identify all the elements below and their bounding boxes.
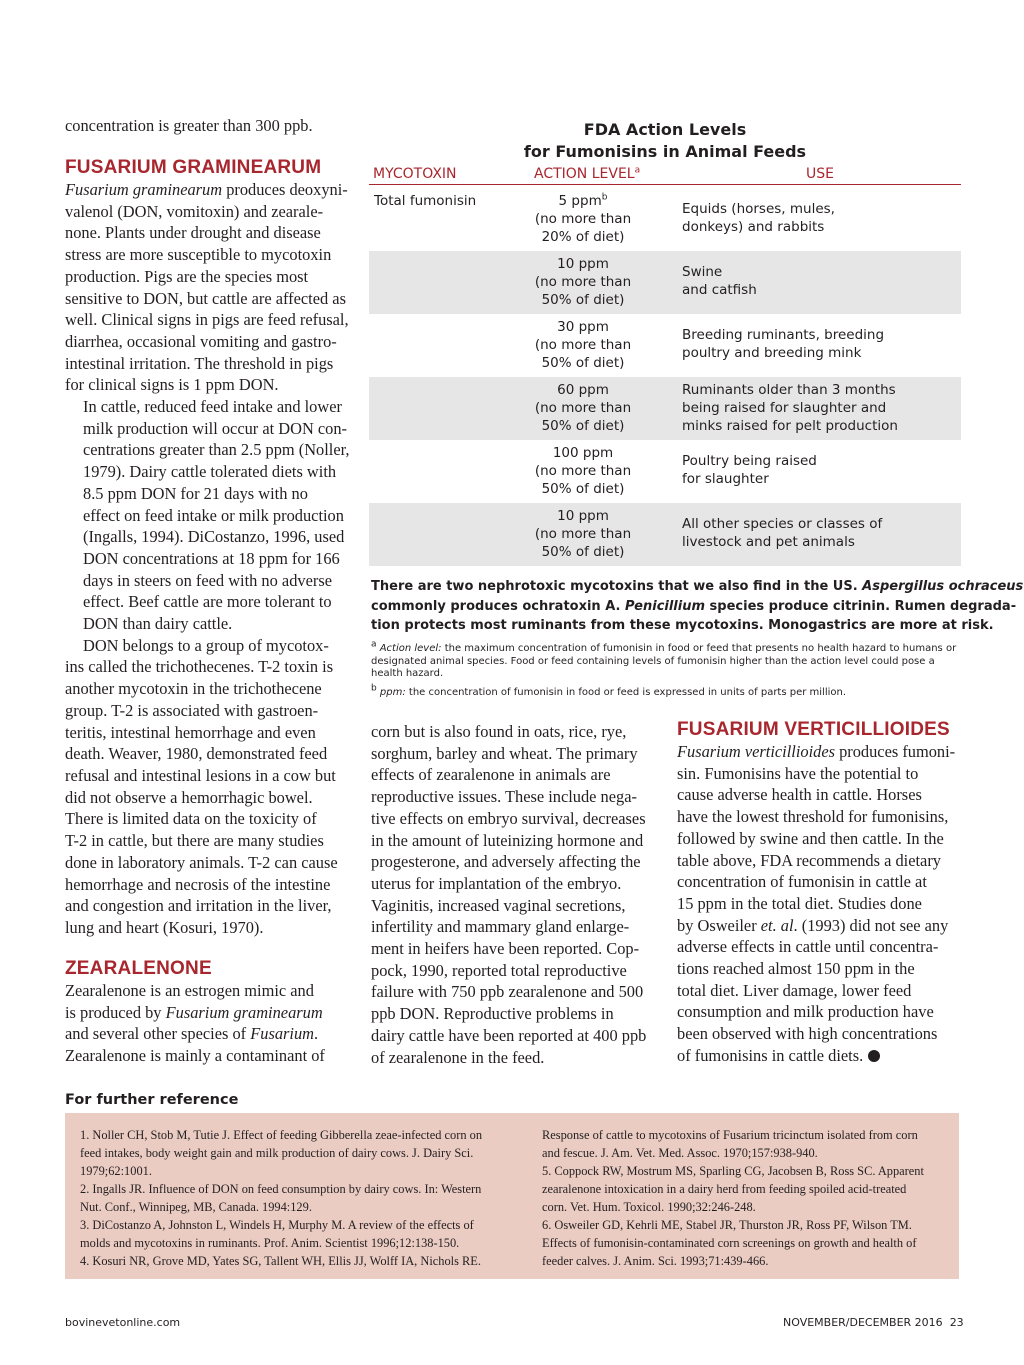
use-line: Poultry being raised: [682, 453, 817, 469]
table-row: [369, 377, 961, 440]
footer-page-number: 23: [949, 1316, 964, 1329]
table-row: [369, 314, 961, 377]
text-line: effects of zearalenone in animals are: [371, 765, 611, 785]
text-line: teritis, intestinal hemorrhage and even: [65, 722, 316, 742]
middle-column-body: [371, 721, 661, 1068]
text-line: group. T-2 is associated with gastroen-: [65, 700, 319, 720]
text-line: followed by swine and then cattle. In the: [677, 828, 944, 848]
fg-paragraph-1: [65, 179, 365, 396]
text-line: 6. Osweiler GD, Kehrli ME, Stabel JR, Thurston JR, Ross PF, Wilson TM.: [542, 1218, 912, 1232]
references-column-1: [80, 1126, 510, 1270]
action-level-sup: a: [634, 165, 641, 176]
text-line: for clinical signs is 1 ppm DON.: [65, 375, 279, 395]
table-header-action-level: [534, 166, 640, 182]
text-line: ins called the trichothecenes. T-2 toxin is: [65, 657, 334, 677]
table-title: [369, 119, 961, 163]
text-line: There are two nephrotoxic mycotoxins that we also find in the US. Aspergillus ochraceus: [371, 579, 1024, 594]
text-line: tions reached almost 150 ppm in the: [677, 959, 915, 979]
action-level-note: (no more than: [534, 400, 632, 416]
text-line: effect. Beef cattle are more tolerant to: [83, 592, 332, 612]
text-line: and congestion and irritation in the liver,: [65, 896, 332, 916]
action-level-cell: [529, 192, 637, 246]
text-line: centrations greater than 2.5 ppm (Noller,: [83, 440, 350, 460]
text-line: Fusarium graminearum produces deoxyni-: [65, 180, 348, 199]
action-level-note: (no more than: [534, 337, 632, 353]
table-note: [371, 577, 1024, 636]
text-line: total diet. Liver damage, lower feed: [677, 980, 912, 1000]
action-level-cell: [529, 255, 637, 309]
heading-fusarium-graminearum: FUSARIUM GRAMINEARUM: [65, 157, 322, 178]
table-row: [369, 440, 961, 503]
text-line: 5. Coppock RW, Mostrum MS, Sparling CG, Jacobsen B, Ross SC. Apparent: [542, 1164, 924, 1178]
action-level-note: (no more than: [534, 526, 632, 542]
action-level-note: (no more than: [534, 211, 632, 227]
use-cell: [682, 263, 957, 299]
text-line: and fescue. J. Am. Vet. Med. Assoc. 1970;157:938-940.: [542, 1146, 818, 1160]
text-line: milk production will occur at DON con-: [83, 418, 348, 438]
text-line: none. Plants under drought and disease: [65, 223, 321, 243]
text-line: by Osweiler et. al. (1993) did not see any: [677, 915, 949, 935]
zearalenone-paragraph: [65, 980, 365, 1067]
use-line: Equids (horses, mules,: [682, 201, 835, 217]
text-line: adverse effects in cattle until concentra-: [677, 937, 939, 957]
table-row: [369, 251, 961, 314]
footnote-b: $^b$ ppm: the concentration of fumonisin in food or feed is expressed in units of parts per million.: [371, 683, 847, 698]
use-line: and catfish: [682, 282, 757, 298]
footer-website[interactable]: bovinevetonline.com: [65, 1316, 181, 1329]
use-line: Swine: [682, 264, 723, 280]
action-level-cell: [529, 318, 637, 372]
action-level-value: 30 ppm: [557, 319, 609, 335]
action-level-cell: [529, 507, 637, 561]
text-line: and several other species of Fusarium.: [65, 1024, 319, 1044]
text-line: uterus for implantation of the embryo.: [371, 873, 622, 893]
text-line: feed intakes, body weight gain and milk production of dairy cows. J. Dairy Sci.: [80, 1146, 474, 1160]
text-line: done in laboratory animals. T-2 can cause: [65, 852, 338, 872]
action-level-note: 50% of diet): [541, 292, 625, 308]
text-line: molds and mycotoxins in ruminants. Prof. Anim. Scientist 1996;12:138-150.: [80, 1236, 460, 1250]
table-mycotoxin-name: Total fumonisin: [374, 193, 477, 209]
text-line: tive effects on embryo survival, decreases: [371, 808, 646, 828]
text-line: concentration of fumonisin in cattle at: [677, 872, 927, 892]
text-line: ment in heifers have been reported. Cop-: [371, 939, 640, 959]
text-line: progesterone, and adversely affecting the: [371, 852, 641, 872]
text-line: stress are more susceptible to mycotoxin: [65, 245, 332, 265]
action-level-value-sup: b: [601, 192, 608, 203]
text-line: There is limited data on the toxicity of: [65, 809, 317, 829]
text-line: tion protects most ruminants from these mycotoxins. Monogastrics are more at risk.: [371, 618, 994, 633]
text-line: 8.5 ppm DON for 21 days with no: [83, 483, 308, 503]
left-column-body: [65, 179, 365, 939]
text-line: 3. DiCostanzo A, Johnston L, Windels H, Murphy M. A review of the effects of: [80, 1218, 474, 1232]
references-box: [65, 1113, 959, 1279]
text-line: of fumonisins in cattle diets.: [677, 1045, 967, 1067]
use-cell: [682, 326, 957, 362]
table-row: [369, 188, 961, 251]
text-line: table above, FDA recommends a dietary: [677, 850, 941, 870]
text-line: T-2 in cattle, but there are many studies: [65, 831, 324, 851]
text-line: 1. Noller CH, Stob M, Tutie J. Effect of feeding Gibberella zeae-infected corn on: [80, 1128, 483, 1142]
text-line: DON than dairy cattle.: [83, 614, 233, 634]
text-line: been observed with high concentrations: [677, 1024, 938, 1044]
use-line: being raised for slaughter and: [682, 400, 887, 416]
text-line: Zearalenone is mainly a contaminant of: [65, 1046, 325, 1066]
text-line: Response of cattle to mycotoxins of Fusarium tricinctum isolated from corn: [542, 1128, 918, 1142]
table-header-use: USE: [806, 166, 834, 182]
action-level-label: ACTION LEVEL: [534, 166, 635, 182]
text-line: Nut. Conf., Winnipeg, MB, Canada. 1994:129.: [80, 1200, 312, 1214]
text-line: diarrhea, occasional vomiting and gastro-: [65, 331, 337, 351]
table-header-mycotoxin: MYCOTOXIN: [373, 166, 457, 182]
use-line: Breeding ruminants, breeding: [682, 327, 885, 343]
text-line: dairy cattle have been reported at 400 ppb: [371, 1025, 647, 1045]
use-line: donkeys) and rabbits: [682, 219, 825, 235]
footer-issue-date: NOVEMBER/DECEMBER 2016: [783, 1316, 943, 1329]
use-cell: [682, 515, 957, 551]
action-level-note: 20% of diet): [541, 229, 625, 245]
text-line: DON belongs to a group of mycotox-: [83, 635, 329, 655]
references-title: For further reference: [65, 1092, 239, 1108]
use-cell: [682, 200, 957, 236]
text-line: (Ingalls, 1994). DiCostanzo, 1996, used: [83, 527, 345, 547]
text-line: consumption and milk production have: [677, 1002, 934, 1022]
text-line: intestinal irritation. The threshold in pigs: [65, 353, 334, 373]
text-line: DON concentrations at 18 ppm for 166: [83, 548, 340, 568]
heading-zearalenone: ZEARALENONE: [65, 958, 212, 979]
use-cell: [682, 452, 957, 488]
text-line: hemorrhage and necrosis of the intestine: [65, 874, 331, 894]
table-title-line-2: for Fumonisins in Animal Feeds: [523, 142, 807, 161]
text-line: failure with 750 ppb zearalenone and 500: [371, 982, 644, 1002]
text-line: pock, 1990, reported total reproductive: [371, 960, 627, 980]
bovine-vet-end-icon: [868, 1050, 880, 1062]
use-line: livestock and pet animals: [682, 534, 855, 550]
action-level-note: 50% of diet): [541, 355, 625, 371]
text-line: have the lowest threshold for fumonisins,: [677, 807, 949, 827]
use-line: All other species or classes of: [682, 516, 883, 532]
action-level-value: 100 ppm: [552, 445, 614, 461]
text-line: death. Weaver, 1980, demonstrated feed: [65, 744, 328, 764]
use-cell: [682, 381, 957, 435]
use-line: minks raised for pelt production: [682, 418, 898, 434]
right-column-body: [677, 741, 967, 1067]
action-level-note: (no more than: [534, 274, 632, 290]
text-line: of zearalenone in the feed.: [371, 1047, 545, 1067]
text-line: sensitive to DON, but cattle are affected as: [65, 288, 346, 308]
text-line: 1979;62:1001.: [80, 1164, 152, 1178]
text-line: refusal and intestinal lesions in a cow but: [65, 765, 336, 785]
fg-paragraph-2: [65, 396, 365, 635]
table-row: [369, 503, 961, 566]
footer-issue: [783, 1316, 964, 1329]
heading-fusarium-verticillioides: FUSARIUM VERTICILLIOIDES: [677, 719, 950, 740]
text-line: another mycotoxin in the trichothecene: [65, 679, 322, 699]
text-line: Effects of fumonisin-contaminated corn screenings on growth and health of: [542, 1236, 917, 1250]
text-line: sin. Fumonisins have the potential to: [677, 763, 919, 783]
text-line: infertility and mammary gland enlarge-: [371, 917, 630, 937]
footnote-a: $^a$ Action level: the maximum concentration of fumonisin in food or feed that presents no health hazard to humans or designated animal species. Food or feed containing levels of fumonisin higher than the action level could pose a health hazard.: [371, 639, 957, 679]
text-line: valenol (DON, vomitoxin) and zearale-: [65, 201, 324, 221]
text-line: commonly produces ochratoxin A. Penicillium species produce citrinin. Rumen degrada-: [371, 598, 1017, 614]
text-line: 1979). Dairy cattle tolerated diets with: [83, 462, 337, 482]
action-level-note: (no more than: [534, 463, 632, 479]
text-line: zearalenone intoxication in a dairy herd from feeding spoiled acid-treated: [542, 1182, 907, 1196]
text-line: 2. Ingalls JR. Influence of DON on feed consumption by dairy cows. In: Western: [80, 1182, 482, 1196]
action-level-cell: [529, 381, 637, 435]
use-line: poultry and breeding mink: [682, 345, 862, 361]
text-line: corn but is also found in oats, rice, rye,: [371, 722, 627, 741]
action-level-note: 50% of diet): [541, 418, 625, 434]
text-line: well. Clinical signs in pigs are feed refusal,: [65, 310, 349, 330]
fg-paragraph-3: [65, 635, 365, 939]
table-header-rule: [369, 184, 961, 185]
text-line: corn. Vet. Hum. Toxicol. 1990;32:246-248.: [542, 1200, 756, 1214]
use-line: for slaughter: [682, 471, 769, 487]
text-line: lung and heart (Kosuri, 1970).: [65, 917, 264, 937]
action-level-note: 50% of diet): [541, 481, 625, 497]
text-line: production. Pigs are the species most: [65, 266, 309, 286]
text-line: Zearalenone is an estrogen mimic and: [65, 981, 314, 1000]
text-line: feeder calves. J. Anim. Sci. 1993;71:439-466.: [542, 1254, 769, 1268]
action-level-value: 10 ppm: [557, 256, 609, 272]
right-column-text: [677, 741, 967, 1067]
text-line: reproductive issues. These include nega-: [371, 787, 637, 807]
action-level-value: 5 ppm$^b$: [558, 192, 608, 209]
text-line: cause adverse health in cattle. Horses: [677, 785, 922, 805]
text-line: ppb DON. Reproductive problems in: [371, 1004, 614, 1024]
action-level-value: 10 ppm: [557, 508, 609, 524]
text-line: Vaginitis, increased vaginal secretions,: [371, 895, 626, 915]
text-line: 15 ppm in the total diet. Studies done: [677, 893, 922, 913]
text-line: in the amount of luteinizing hormone and: [371, 830, 644, 850]
left-lead-line: concentration is greater than 300 ppb.: [65, 116, 313, 135]
action-level-cell: [529, 444, 637, 498]
text-line: effect on feed intake or milk production: [83, 505, 344, 525]
action-level-value: 60 ppm: [557, 382, 609, 398]
text-line: did not observe a hemorrhagic bowel.: [65, 787, 313, 807]
text-line: In cattle, reduced feed intake and lower: [83, 397, 342, 417]
action-level-note: 50% of diet): [541, 544, 625, 560]
text-line: 4. Kosuri NR, Grove MD, Yates SG, Tallent WH, Ellis JJ, Wolff IA, Nichols RE.: [80, 1254, 481, 1268]
text-line: sorghum, barley and wheat. The primary: [371, 743, 638, 763]
text-line: Fusarium verticillioides produces fumoni-: [677, 742, 956, 761]
references-column-2: [542, 1126, 952, 1270]
text-line: days in steers on feed with no adverse: [83, 570, 332, 590]
table-title-line-1: FDA Action Levels: [583, 120, 747, 139]
use-line: Ruminants older than 3 months: [682, 382, 896, 398]
text-line: is produced by Fusarium graminearum: [65, 1002, 323, 1022]
